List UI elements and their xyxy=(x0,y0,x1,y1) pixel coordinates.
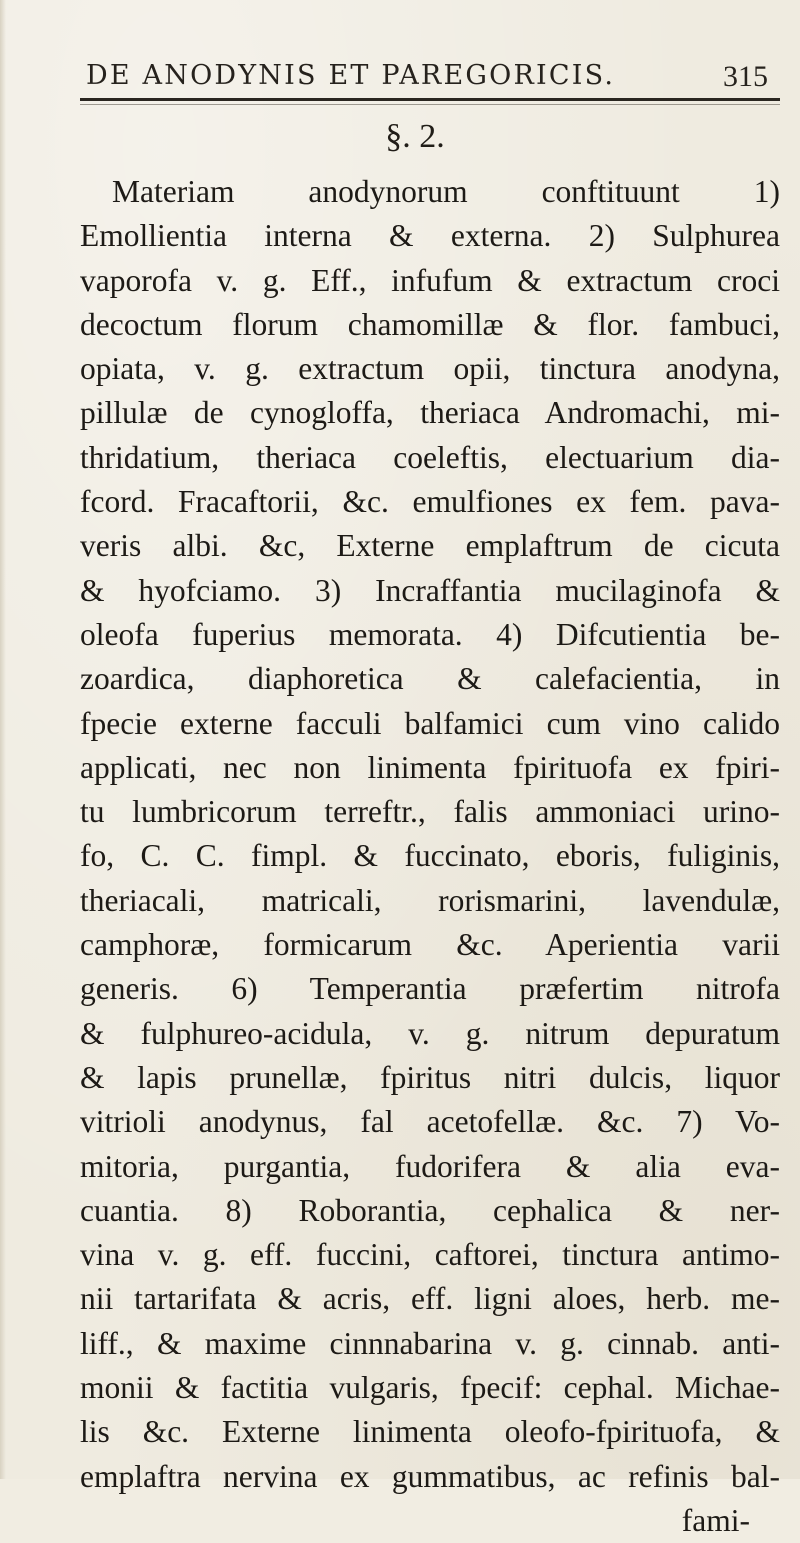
text-line: vaporofa v. g. Eff., infufum & extractum croci xyxy=(80,262,780,298)
text-line: fo, C. C. fimpl. & fuccinato, eboris, fuliginis, xyxy=(80,838,780,874)
text-line: theriacali, matricali, rorismarini, lavendulæ, xyxy=(80,882,780,918)
text-line: cuantia. 8) Roborantia, cephalica & ner- xyxy=(80,1192,780,1228)
text-line: & fulphureo-acidula, v. g. nitrum depuratum xyxy=(80,1015,780,1051)
text-line: & hyofciamo. 3) Incraffantia mucilaginofa & xyxy=(80,572,780,608)
text-line: thridatium, theriaca coeleftis, electuarium dia- xyxy=(80,439,780,475)
text-line: oleofa fuperius memorata. 4) Difcutientia be- xyxy=(80,616,780,652)
running-title: DE ANODYNIS ET PAREGORICIS. xyxy=(86,60,616,91)
text-line: nii tartarifata & acris, eff. ligni aloes, herb. me- xyxy=(80,1281,780,1317)
text-line: & lapis prunellæ, fpiritus nitri dulcis, liquor xyxy=(80,1059,780,1095)
text-line: camphoræ, formicarum &c. Aperientia varii xyxy=(80,927,780,963)
text-line: monii & factitia vulgaris, fpecif: cephal. Michae- xyxy=(80,1370,780,1406)
text-line: vitrioli anodynus, fal acetofellæ. &c. 7) Vo- xyxy=(80,1104,780,1140)
text-line: emplaftra nervina ex gummatibus, ac refinis bal- xyxy=(80,1458,780,1494)
text-line: zoardica, diaphoretica & calefacientia, in xyxy=(80,661,780,697)
page-edge-shadow xyxy=(0,0,6,1479)
text-line: applicati, nec non linimenta fpirituofa ex fpiri- xyxy=(80,749,780,785)
text-line: liff., & maxime cinnnabarina v. g. cinnab. anti- xyxy=(80,1325,780,1361)
text-line: pillulæ de cynogloffa, theriaca Andromachi, mi- xyxy=(80,395,780,431)
text-line: mitoria, purgantia, fudorifera & alia eva- xyxy=(80,1148,780,1184)
text-line: decoctum florum chamomillæ & flor. fambuci, xyxy=(80,306,780,342)
running-head xyxy=(86,58,776,98)
header-rule-thin xyxy=(80,104,780,105)
body-text xyxy=(80,170,780,1543)
text-line: generis. 6) Temperantia præfertim nitrofa xyxy=(80,971,780,1007)
page-number: 315 xyxy=(723,60,768,93)
catchword: fami- xyxy=(681,1502,750,1538)
text-line: fcord. Fracaftorii, &c. emulfiones ex fem. pava- xyxy=(80,484,780,520)
text-line: veris albi. &c, Externe emplaftrum de cicuta xyxy=(80,528,780,564)
text-line: lis &c. Externe linimenta oleofo-fpirituofa, & xyxy=(80,1414,780,1450)
text-line: tu lumbricorum terreftr., falis ammoniaci urino- xyxy=(80,794,780,830)
text-line: vina v. g. eff. fuccini, caftorei, tinctura antimo- xyxy=(80,1237,780,1273)
text-line: Emollientia interna & externa. 2) Sulphurea xyxy=(80,218,780,254)
text-line: opiata, v. g. extractum opii, tinctura anodyna, xyxy=(80,351,780,387)
text-line: fpecie externe facculi balfamici cum vino calido xyxy=(80,705,780,741)
text-line: Materiam anodynorum conftituunt 1) xyxy=(112,174,780,209)
section-heading: §. 2. xyxy=(385,118,445,155)
header-rule xyxy=(80,98,780,101)
